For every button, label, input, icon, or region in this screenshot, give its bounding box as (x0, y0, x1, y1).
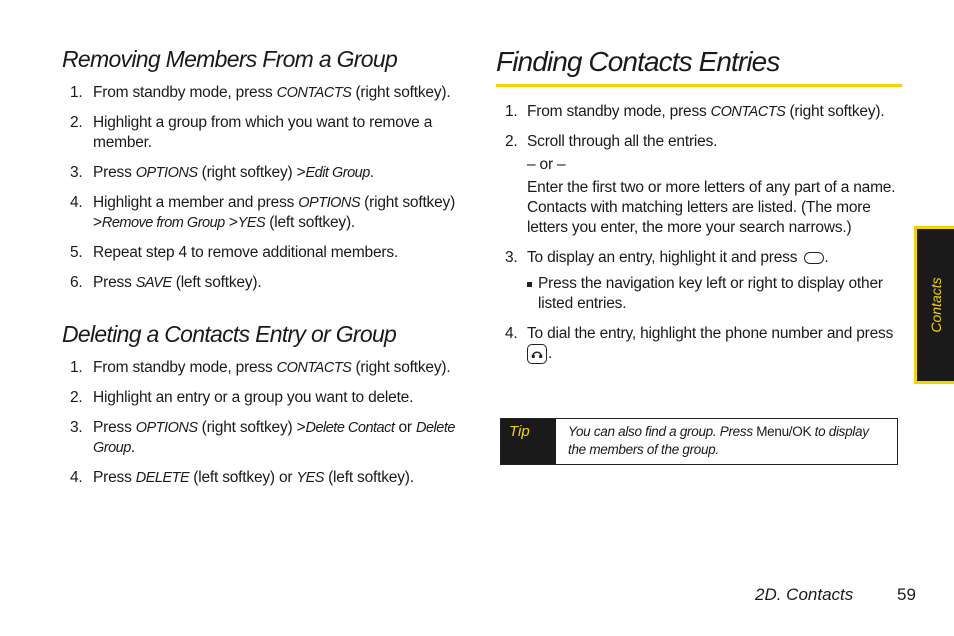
step: 4. To dial the entry, highlight the phone number and press . (505, 325, 894, 363)
finding-entries-steps (496, 102, 896, 374)
footer-section-name: 2D. Contacts (755, 585, 854, 604)
removing-members-steps (62, 83, 462, 303)
step: 1. From standby mode, press CONTACTS (right softkey). (70, 359, 451, 376)
menu-option-label: Delete Contact (305, 420, 395, 436)
step: 2. Highlight an entry or a group you want to delete. (70, 389, 414, 406)
step: 6. Press SAVE (left softkey). (70, 274, 262, 291)
title-underline (496, 84, 902, 87)
options-softkey-label: OPTIONS (135, 420, 198, 436)
step: 2. Scroll through all the entries. – or – Enter the first two or more letters of any part of a name. Contacts with matching letters are listed. (The more letters you enter, the more your search narrows.) (505, 133, 896, 236)
yes-softkey-label: YES (296, 470, 324, 486)
menu-option-label: Remove from Group (101, 215, 225, 231)
section-title-deleting-entry: Deleting a Contacts Entry or Group (62, 321, 397, 347)
options-softkey-label: OPTIONS (298, 195, 361, 211)
contacts-softkey-label: CONTACTS (276, 360, 352, 376)
save-softkey-label: SAVE (135, 275, 172, 291)
step: 1. From standby mode, press CONTACTS (right softkey). (505, 103, 885, 120)
sub-bullet: Press the navigation key left or right to display other listed entries. (527, 274, 896, 314)
step: 4. Press DELETE (left softkey) or YES (left softkey). (70, 469, 414, 486)
contacts-softkey-label: CONTACTS (710, 104, 786, 120)
step: 2. Highlight a group from which you want to remove a member. (70, 114, 433, 151)
step: 4. Highlight a member and press OPTIONS (right softkey) >Remove from Group >YES (left softkey). (70, 194, 456, 231)
bullet-square-icon (527, 282, 532, 287)
menu-option-label: YES (237, 215, 266, 231)
menu-option-label: Edit Group (305, 165, 370, 181)
options-softkey-label: OPTIONS (135, 165, 198, 181)
menu-option-label: Delete Group (93, 420, 455, 456)
step: 1. From standby mode, press CONTACTS (right softkey). (70, 84, 451, 101)
step: 5. Repeat step 4 to remove additional members. (70, 244, 399, 261)
section-side-tab (914, 226, 954, 384)
menu-ok-key-icon (804, 252, 824, 264)
deleting-entry-steps (62, 358, 462, 498)
menu-ok-key-label: Menu/OK (756, 424, 812, 439)
talk-key-icon (527, 344, 547, 364)
step: 3. Press OPTIONS (right softkey) >Edit Group. (70, 164, 374, 181)
page-title: Finding Contacts Entries (496, 46, 780, 77)
delete-softkey-label: DELETE (135, 470, 190, 486)
tip-text: You can also find a group. Press Menu/OK to display the members of the group. (568, 424, 869, 457)
step: 3. To display an entry, highlight it and press . Press the navigation key left or right to display other listed entries. (496, 248, 896, 314)
contacts-softkey-label: CONTACTS (276, 85, 352, 101)
section-title-removing-members: Removing Members From a Group (62, 46, 398, 72)
tip-label: Tip (501, 419, 556, 464)
tip-box (500, 418, 898, 465)
page-number: 59 (897, 585, 916, 604)
or-separator: – or – (527, 156, 566, 173)
side-tab-label: Contacts (927, 277, 944, 333)
step: 3. Press OPTIONS (right softkey) >Delete Contact or Delete Group. (70, 419, 455, 456)
